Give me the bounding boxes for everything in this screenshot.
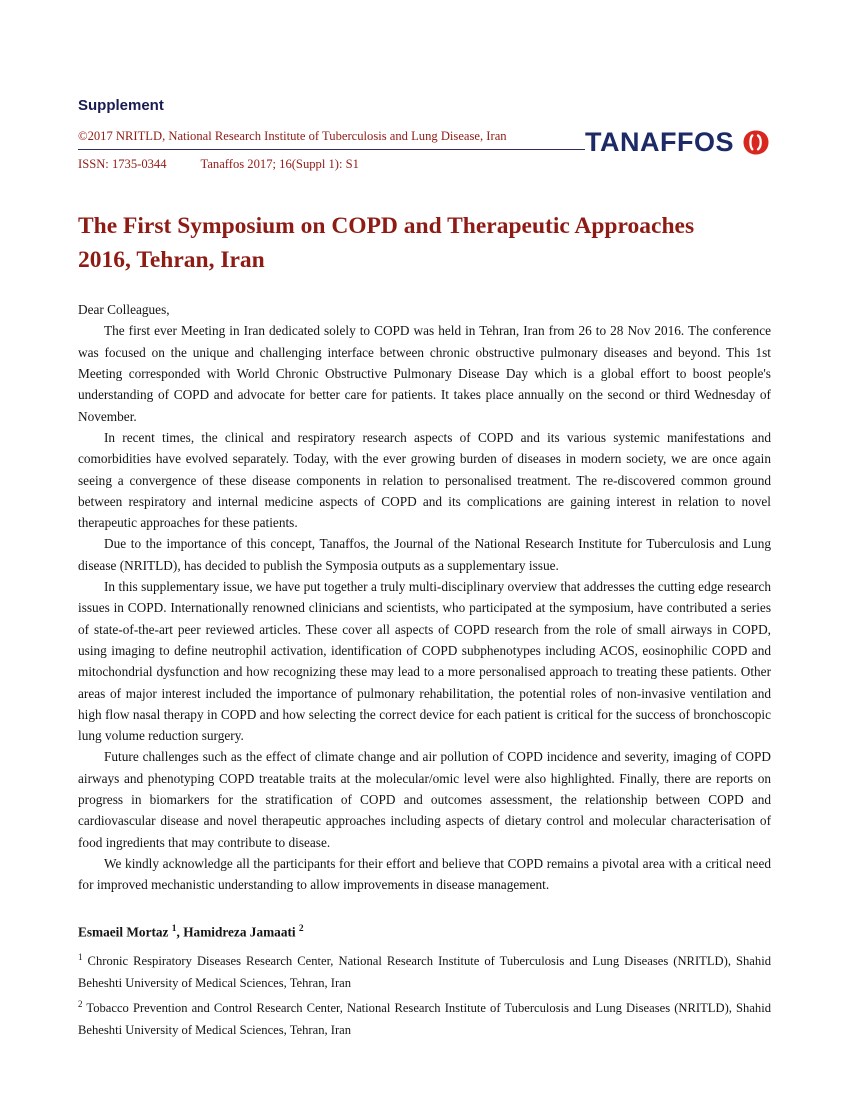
affiliation-1-marker: 1 [78, 952, 83, 963]
journal-logo-text: TANAFFOS [585, 127, 734, 157]
authors-separator: , [176, 923, 180, 939]
paragraph-6: We kindly acknowledge all the participants for their effort and believe that COPD remains a pivotal area with a critical need for improved mechanistic understanding to allow improvements in disease management. [78, 855, 771, 893]
supplement-label: Supplement [78, 97, 164, 114]
authors-line [78, 919, 771, 943]
author-name-2: Hamidreza Jamaati [183, 923, 296, 939]
paragraph-2: In recent times, the clinical and respiratory research aspects of COPD and its various systemic manifestations and comorbidities have evolved separately. Today, with the ever growing burden of diseases in modern society, we are once again seeing a convergence of these disease components in relation to personalised treatment. The re-discovered common ground between respiratory and internal medicine aspects of COPD and its complications are gaining interest in relation to novel therapeutic approaches for these patients. [78, 429, 771, 531]
lungs-logo-icon [741, 129, 771, 156]
author-name-1: Esmaeil Mortaz [78, 923, 169, 939]
masthead-left [78, 97, 585, 172]
paragraph-5: Future challenges such as the effect of climate change and air pollution of COPD incidence and severity, imaging of COPD airways and phenotyping COPD treatable traits at the molecular/omic level were also highlighted. Finally, there are reports on progress in biomarkers for the stratification of COPD and outcomes assessment, the relationship between COPD and cardiovascular disease and novel therapeutic approaches including aspects of dietary control and molecular characterisation of food ingredients that may contribute to disease. [78, 749, 771, 850]
affiliation-2-text: Tobacco Prevention and Control Research Center, National Research Institute of Tuberculosis and Lung Diseases (NRITLD), Shahid Beheshti University of Medical Sciences, Tehran, Iran [78, 1001, 772, 1038]
affiliation-2 [78, 994, 771, 1041]
paragraph-3: Due to the importance of this concept, Tanaffos, the Journal of the National Research Institute for Tuberculosis and Lung disease (NRITLD), has decided to publish the Symposia outputs as a supplementary issue. [78, 536, 771, 573]
copyright-line: ©2017 NRITLD, National Research Institute of Tuberculosis and Lung Disease, Iran [78, 129, 507, 143]
paragraph-1: The first ever Meeting in Iran dedicated solely to COPD was held in Tehran, Iran from 26 to 28 Nov 2016. The conference was focused on the unique and challenging interface between chronic obstructive pulmonary diseases and beyond. This 1st Meeting corresponded with World Chronic Obstructive Pulmonary Disease Day which is a global effort to boost people's understanding of COPD and advocate for better care for patients. It takes place annually on the second or third Wednesday of November. [78, 323, 771, 424]
author-1-affiliation-marker: 1 [171, 923, 177, 934]
journal-logo [585, 129, 771, 156]
affiliation-1-text: Chronic Respiratory Diseases Research Center, National Research Institute of Tuberculosis and Lung Diseases (NRITLD), Shahid Beheshti University of Medical Sciences, Tehran, Iran [78, 954, 771, 990]
citation-text: Tanaffos 2017; 16(Suppl 1): S1 [200, 157, 359, 171]
salutation: Dear Colleagues, [78, 302, 170, 318]
affiliation-1 [78, 947, 771, 994]
paragraph-4: In this supplementary issue, we have put together a truly multi-disciplinary overview that addresses the cutting edge research issues in COPD. Internationally renowned clinicians and scientists, who participated at the symposium, have contributed a series of state-of-the-art peer reviewed articles. These cover all aspects of COPD research from the role of small airways in COPD, using imaging to define neutrophil activation, identification of COPD subphenotypes including ACOS, eosinophilic COPD and mitochondrial dysfunction and how recognizing these may lead to a more personalised approach to treating these patients. Other areas of major interest included the importance of pulmonary rehabilitation, the potential roles of non-invasive ventilation and high flow nasal therapy in COPD and how selecting the correct device for each patient is critical for the success of bronchoscopic lung volume reduction surgery. [78, 579, 771, 744]
article-title: The First Symposium on COPD and Therapeutic Approaches 2016, Tehran, Iran [78, 213, 695, 273]
affiliation-2-marker: 2 [78, 999, 83, 1010]
affiliations [78, 947, 771, 1041]
article-body [78, 299, 771, 1041]
issn-text: ISSN: 1735-0344 [78, 157, 167, 171]
masthead [78, 97, 771, 172]
author-2-affiliation-marker: 2 [298, 923, 304, 934]
issn-citation-line [78, 150, 585, 172]
